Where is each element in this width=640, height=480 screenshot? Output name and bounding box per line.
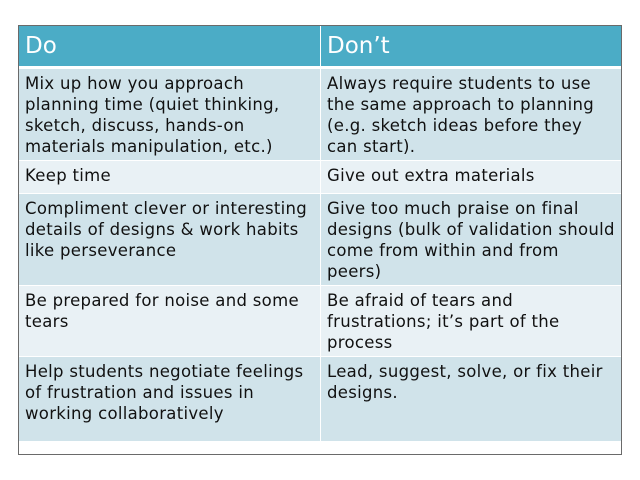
table-row [19,194,623,286]
table-row [19,357,623,442]
dont-cell: Always require students to use the same approach to planning (e.g. sketch ideas before they can start). [321,68,623,161]
do-dont-table [18,25,623,442]
header-row [19,26,623,68]
do-dont-table-frame [18,25,622,455]
do-cell: Mix up how you approach planning time (quiet thinking, sketch, discuss, hands-on materials manipulation, etc.) [19,68,321,161]
table-row [19,68,623,161]
table-row [19,286,623,357]
header-dont: Don’t [321,26,623,68]
do-cell: Help students negotiate feelings of frustration and issues in working collaboratively [19,357,321,442]
dont-cell: Give out extra materials [321,161,623,194]
do-cell: Compliment clever or interesting details of designs & work habits like perseverance [19,194,321,286]
dont-cell: Give too much praise on final designs (bulk of validation should come from within and from peers) [321,194,623,286]
table-row [19,161,623,194]
dont-cell: Be afraid of tears and frustrations; it’s part of the process [321,286,623,357]
do-cell: Be prepared for noise and some tears [19,286,321,357]
dont-cell: Lead, suggest, solve, or fix their designs. [321,357,623,442]
header-do: Do [19,26,321,68]
do-cell: Keep time [19,161,321,194]
